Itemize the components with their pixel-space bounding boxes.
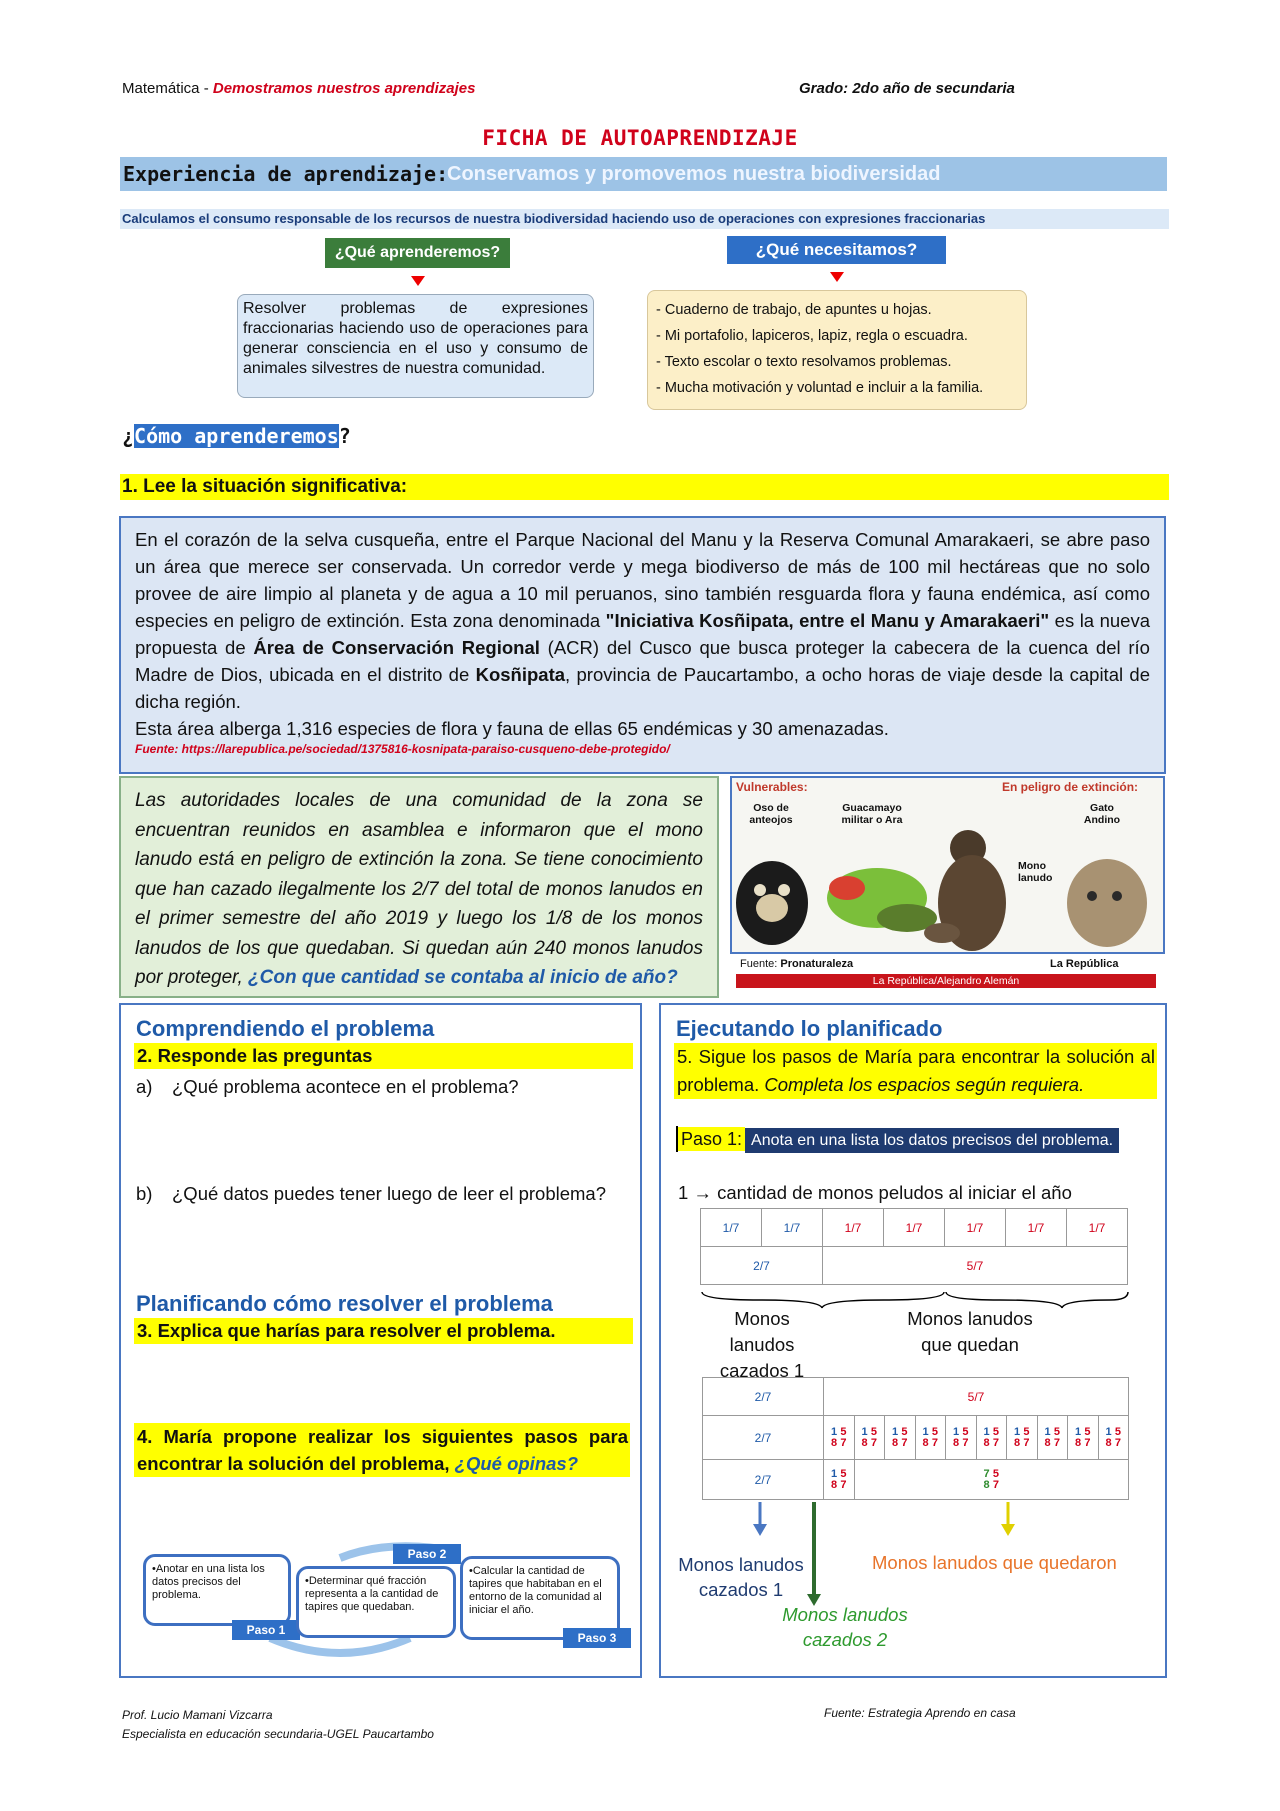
paso2-box: •Determinar qué fracción representa a la cantidad de tapires que quedaban.: [296, 1566, 456, 1638]
paso3-box: •Calcular la cantidad de tapires que habitaban en el entorno de la comunidad al iniciar el año.: [460, 1556, 620, 1640]
question-b: ¿Qué datos puedes tener luego de leer el problema?: [172, 1183, 607, 1204]
list-item: - Texto escolar o texto resolvamos problemas.: [656, 354, 952, 370]
cell-fraction: 1 8 5 7: [1098, 1416, 1129, 1460]
cell-fraction: 1 8 5 7: [976, 1416, 1007, 1460]
situation-box: [119, 516, 1166, 774]
cell-fraction: 1/7: [1067, 1209, 1128, 1247]
label-quedaron: Monos lanudos que quedaron: [872, 1552, 1117, 1573]
cell-fraction: 1/7: [701, 1209, 762, 1247]
section-title: Comprendiendo el problema: [136, 1016, 435, 1041]
problem-box: Las autoridades locales de una comunidad de la zona se encuentran reunidos en asamblea e informaron que el mono lanudo está en peligro de extinción la zona. Se tiene conocimiento que han cazado ilegalmente los 2/7 del total de monos lanudos en el primer semestre del año 2019 y luego los 1/8 de los monos lanudos de los que quedaban. Si quedan aún 240 monos lanudos por proteger, ¿Con que cantidad se contaba al inicio de año?: [119, 776, 719, 998]
cell-fraction: 2/7: [703, 1378, 824, 1416]
infographic: Vulnerables: En peligro de extinción: Oso de anteojos Guacamayo militar o Ara Gato Andino Mono lanudo: [730, 776, 1165, 954]
cell-fraction: 1/7: [1006, 1209, 1067, 1247]
list-item: - Mi portafolio, lapiceros, lapiz, regla o escuadra.: [656, 328, 968, 344]
cell-fraction: 1 8 5 7: [824, 1416, 855, 1460]
header-subject: Matemática - Demostramos nuestros aprendizajes: [122, 80, 476, 97]
label-cazados-1: Monos lanudos cazados 1: [678, 1554, 804, 1600]
animals-illustration: [732, 778, 1165, 954]
cell-fraction: 2/7: [703, 1460, 824, 1500]
cell-fraction: 2/7: [703, 1416, 824, 1460]
purpose: Calculamos el consumo responsable de los recursos de nuestra biodiversidad haciendo uso de operaciones con expresiones fraccionarias: [120, 209, 1169, 229]
question-2: 2. Responde las preguntas: [134, 1043, 633, 1069]
how-learn-heading: ¿Cómo aprenderemos?: [122, 424, 351, 448]
what-learn-label: ¿Qué aprenderemos?: [325, 238, 510, 268]
cell-fraction: 2/7: [701, 1247, 823, 1285]
header-unit: Demostramos nuestros aprendizajes: [212, 80, 476, 97]
cell-fraction: 1 8 5 7: [915, 1416, 946, 1460]
paso1-box: •Anotar en una lista los datos precisos del problema.: [143, 1554, 291, 1626]
what-need-label: ¿Qué necesitamos?: [727, 236, 946, 264]
paso1-label: Paso 1: [232, 1620, 300, 1640]
question-5: 5. Sigue los pasos de María para encontrar la solución al problema. Completa los espacios según requiera.: [674, 1043, 1157, 1099]
cell-fraction: 1 8 5 7: [824, 1460, 855, 1500]
header-grade: Grado: 2do año de secundaria: [799, 80, 1015, 97]
experience-bar: Experiencia de aprendizaje: Conservamos y promovemos nuestra biodiversidad: [120, 157, 1167, 191]
question-3: 3. Explica que harías para resolver el problema.: [134, 1318, 633, 1344]
cell-fraction: 5/7: [824, 1378, 1129, 1416]
cell-fraction: 1/7: [884, 1209, 945, 1247]
fraction-grid-1: [700, 1208, 1128, 1285]
data-line: 1 → cantidad de monos peludos al iniciar el año: [678, 1182, 1072, 1203]
cell-fraction: 7 8 5 7: [854, 1460, 1129, 1500]
situation-stats: Esta área alberga 1,316 especies de flora y fauna de ellas 65 endémicas y 30 amenazadas.: [135, 718, 889, 739]
question-a: ¿Qué problema acontece en el problema?: [172, 1076, 519, 1097]
what-learn-text: Resolver problemas de expresiones fraccionarias haciendo uso de operaciones para generar consciencia en el uso y consumo de animales silvestres de nuestra comunidad.: [237, 294, 594, 398]
step1-title: 1. Lee la situación significativa:: [120, 474, 1169, 500]
label-cazados-2: Monos lanudos cazados 2: [782, 1604, 908, 1650]
situation-text: En el corazón de la selva cusqueña, entre el Parque Nacional del Manu y la Reserva Comunal Amarakaeri, se abre paso un área que merece ser conservada. Un corredor verde y mega biodiverso de más de 100 mil hectáreas que no solo provee de aire limpio al planeta y de agua a 10 mil peruanos, sino también resguarda flora y fauna endémica, así como especies en peligro de extinción. Esta zona denominada "Iniciativa Kosñipata, entre el Manu y Amarakaeri" es la nueva propuesta de Área de Conservación Regional (ACR) del Cusco que busca proteger la cabecera de la cuenca del río Madre de Dios, ubicada en el distrito de Kosñipata, provincia de Paucartambo, a ocho horas de viaje desde la capital de dicha región.: [135, 529, 1150, 712]
experience-name: Conservamos y promovemos nuestra biodiversidad: [447, 163, 941, 185]
question-b-label: b): [136, 1183, 153, 1204]
footer-source: Fuente: Estrategia Aprendo en casa: [824, 1706, 1016, 1720]
arrow-down-icon: [411, 276, 425, 286]
brace-label-quedan: Monos lanudos que quedan: [907, 1308, 1033, 1355]
question-a-label: a): [136, 1076, 153, 1097]
cell-fraction: 1 8 5 7: [1068, 1416, 1099, 1460]
cell-fraction: 5/7: [823, 1247, 1128, 1285]
question-4: 4. María propone realizar los siguientes pasos para encontrar la solución del problema, ¿Qué opinas?: [134, 1423, 630, 1477]
cell-fraction: 1 8 5 7: [854, 1416, 885, 1460]
fraction-grid-2: [702, 1377, 1129, 1500]
cell-fraction: 1/7: [823, 1209, 884, 1247]
infographic-credit: La República/Alejandro Alemán: [736, 974, 1156, 988]
paso2-label: Paso 2: [393, 1544, 461, 1564]
section-title: Planificando cómo resolver el problema: [136, 1291, 553, 1316]
cell-fraction: 1 8 5 7: [885, 1416, 916, 1460]
list-item: - Cuaderno de trabajo, de apuntes u hojas.: [656, 302, 932, 318]
cell-fraction: 1/7: [945, 1209, 1006, 1247]
cell-fraction: 1/7: [762, 1209, 823, 1247]
cell-fraction: 1 8 5 7: [1037, 1416, 1068, 1460]
paso3-label: Paso 3: [563, 1628, 631, 1648]
infographic-brand: La República: [1050, 958, 1119, 970]
cell-fraction: 1 8 5 7: [1007, 1416, 1038, 1460]
what-need-list: [647, 290, 1027, 410]
section-title: Ejecutando lo planificado: [676, 1016, 943, 1041]
cell-fraction: 1 8 5 7: [946, 1416, 977, 1460]
infographic-source: Fuente: Pronaturaleza: [740, 958, 854, 970]
page-title: FICHA DE AUTOAPRENDIZAJE: [482, 126, 798, 150]
problem-question: ¿Con que cantidad se contaba al inicio de año?: [248, 967, 678, 988]
arrow-down-icon: [830, 272, 844, 282]
brace-label-cazados: Monos lanudos cazados 1: [719, 1308, 805, 1381]
footer-author: Prof. Lucio Mamani Vizcarra Especialista en educación secundaria-UGEL Paucartambo: [122, 1708, 434, 1741]
list-item: - Mucha motivación y voluntad e incluir a la familia.: [656, 380, 984, 396]
paso-row: Paso 1: Anota en una lista los datos precisos del problema.: [676, 1126, 1119, 1152]
situation-source: Fuente: https://larepublica.pe/sociedad/1375816-kosnipata-paraiso-cusqueno-debe-protegido/: [135, 742, 670, 756]
